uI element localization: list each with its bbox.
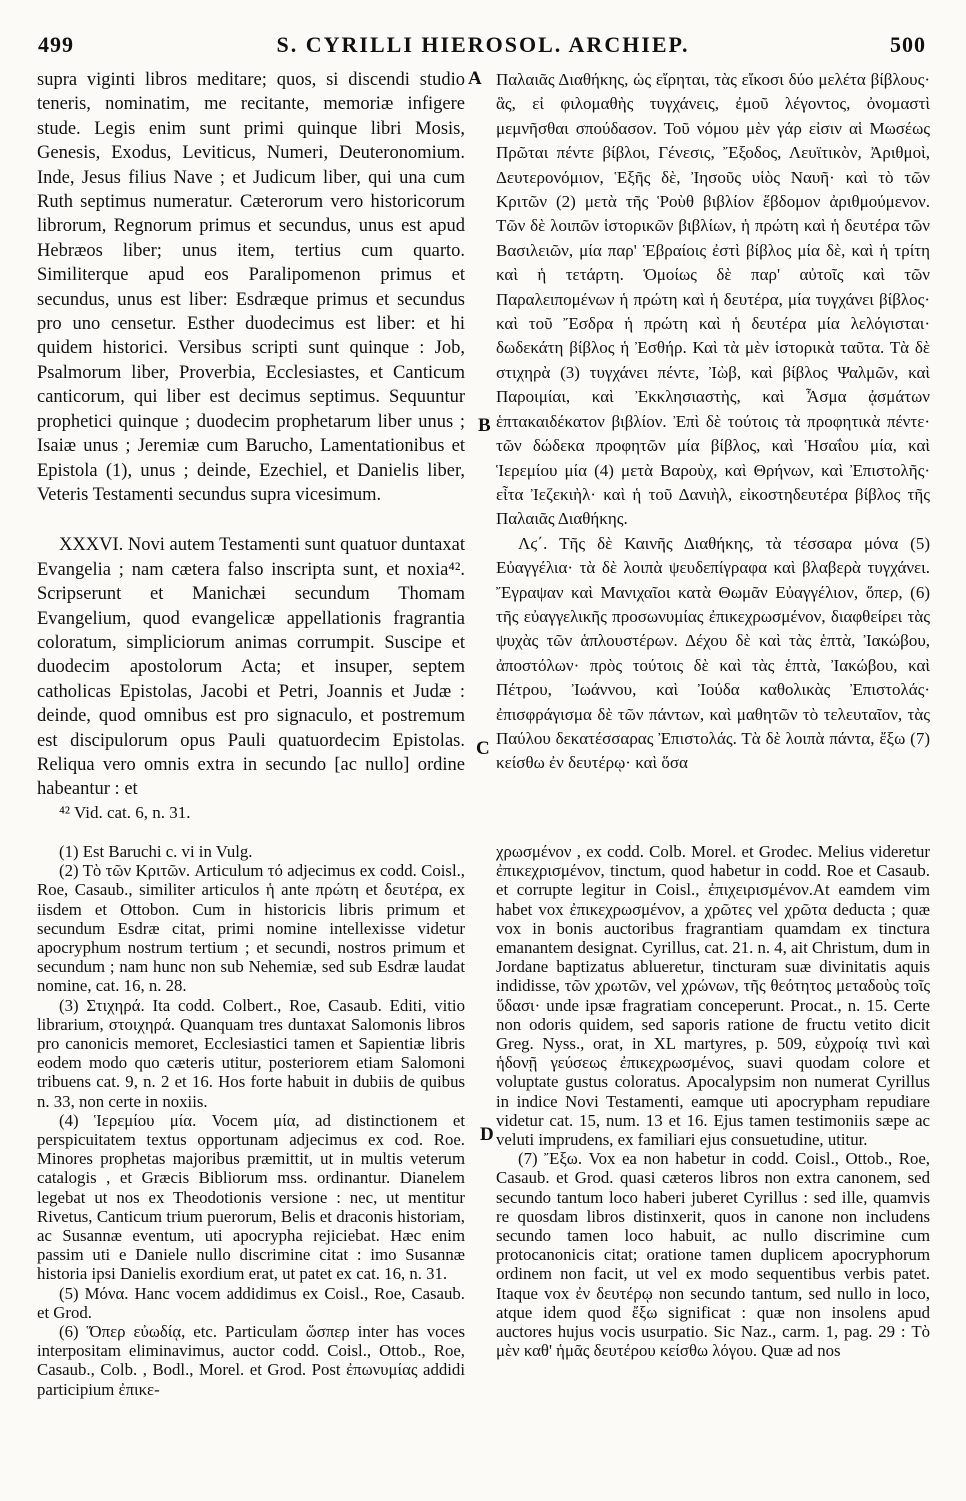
page-number-right: 500 — [890, 32, 926, 57]
notes-right-column — [496, 842, 930, 1360]
margin-letter-c: C — [476, 738, 490, 759]
note: (2) Τὸ τῶν Κριτῶν. Articulum τό adjecimus ex codd. Coisl., Roe, Casaub., similiter articulos ἡ ante πρώτη et δευτέρα, ex iisdem et Ottobon. Cum in historicis libris primum et secundum Esdræ citat, primi nomine intellexisse videtur apocryphum nostrum tertium ; et secundi, nostros primum et secundum ; nam hunc non sub Nehemiæ, sed sub Esdræ laudat nomine, cat. 16, n. 28. — [37, 861, 465, 996]
page-number-left: 499 — [38, 32, 74, 57]
greek-paragraph: Λϛ΄. Τῆς δὲ Καινῆς Διαθήκης, τὰ τέσσαρα μόνα (5) Εὐαγγέλια· τὰ δὲ λοιπὰ ψευδεπίγραφα καὶ βλαβερὰ τυγχάνει. Ἔγραψαν καὶ Μανιχαῖοι κατὰ Θωμᾶν Εὐαγγέλιον, ὅπερ, (6) τῆς εὐαγγελικῆς προσωνυμίας ἐπικεχρωσμένον, διαφθείρει τὰς ψυχὰς τῶν ἁπλουστέρων. Δέχου δὲ καὶ τὰς ἑπτὰ, Ἰακώβου, ἀποστόλων· πρὸς τούτοις δὲ καὶ τὰς ἑπτὰ, Ἰακώβου, καὶ Πέτρου, Ἰωάννου, καὶ Ἰούδα καθολικὰς Ἐπιστολάς· ἐπισφράγισμα δὲ τῶν πάντων, καὶ μαθητῶν τὸ τελευταῖον, τὰς Παύλου δεκατέσσαρας Ἐπιστολάς. Τὰ δὲ λοιπὰ πάντα, ἔξω (7) κείσθω ἐν δευτέρῳ· καὶ ὅσα — [496, 533, 930, 773]
latin-paragraph: XXXVI. Novi autem Testamenti sunt quatuor duntaxat Evangelia ; nam cætera falso inscripta sunt, et noxia⁴². Scripserunt et Manichæi secundum Thomam Evangelium, quod evangelicæ appellationis fragrantia coloratum, simpliciorum animas corrumpit. Suscipe et duodecim apostolorum Acta; et insuper, septem catholicas Epistolas, Jacobi et Petri, Joannis et Judæ : deinde, quod omnibus est pro signaculo, et postremum est discipulorum opus Pauli quatuordecim Epistolas. Reliqua vero omnis extra in secundo [ac nullo] ordine habeantur : et — [37, 535, 465, 800]
greek-text-column — [496, 68, 930, 776]
margin-letter-b: B — [478, 415, 491, 436]
note: (7) Ἔξω. Vox ea non habetur in codd. Coisl., Ottob., Roe, Casaub. et Grod. quasi cæteros libros non extra canonem, sed secundo tantum loco haberi juberet Cyrillus : sed ille, quamvis re quosdam libros distinxerit, quos in canone non includens secundo tamen loco habuit, ac nullo discrimine cum protocanonicis citat; oratione tamen duplicem apocryphorum ordinem non facit, ut vel ex modo sequentibus verbis patet. Itaque vox ἐν δευτέρῳ non secundo tantum, sed nullo in loco, atque idem quod ἔξω significat : quæ non insolens apud auctores hujus vocis usurpatio. Sic Naz., carm. 1, pag. 29 : Τὸ μὲν καθ' ἡμᾶς δευτέρου κείσθω λόγου. Quæ ad nos — [496, 1149, 930, 1361]
note: (4) Ἱερεμίου μία. Vocem μία, ad distinctionem et perspicuitatem textus opportunam adjecimus ex cod. Roe. Minores prophetas majoribus præmittit, ut in multis veterum catalogis , et Græcis Bibliorum mss. ordinantur. Dianelem legebat ut nos ex Theodotionis versione : nec, ut mentitur Rivetus, Canticum trium puerorum, Belis et draconis historiam, ac Susannæ eventum, uti apocrypha rejiciebat. Hæc enim passim uti e Daniele nullo discrimine citat : imo Susannæ historia ipsi Danielis exordium erat, ut patet ex cat. 16, n. 31. — [37, 1110, 465, 1284]
latin-footnote: ⁴² Vid. cat. 6, n. 31. — [59, 802, 191, 822]
notes-left-column — [37, 842, 465, 1399]
latin-text-column — [37, 68, 465, 824]
note: χρωσμένον , ex codd. Colb. Morel. et Grodec. Melius videretur ἐπικεχρισμένον, tinctum, quod habetur in codd. Roe et Casaub. et corrupte legitur in Coisl., ἐπιχειρισμένον.At eamdem vim habet vox ἐπικεχρωσμένον, a χρῶτες vel χρῶτα deducta ; quæ vox in bonis auctoribus fragrantiam quamdam ex tinctura emanantem designat. Cyrillus, cat. 21. n. 4, ait Christum, dum in Jordane baptizatus ablueretur, tincturam suæ divinitatis aquis indidisse, τῶν χρωτῶν, vel χρώνων, τῆς θεότητος μεταδοὺς τοῖς ὕδασι· unde ipsæ fragratiam conceperunt. Procat., n. 15. Certe non odoris quidem, sed saporis ratione de fructu vetito dicit Greg. Nyss., orat, in XL martyres, p. 509, εὐχροίᾳ τινὶ καὶ ἡδονῇ γεύσεως ἐπικεχρωσμένος, suavi quodam colore et voluptate gustus coloratus. Apocalypsim non numerat Cyrillus in indice Novi Testamenti, eamque uti apocrypham repudiare videtur cat. 15, num. 13 et 16. Ejus tamen testimoniis sæpe ac veluti imprudens, ex familiari ejus consuetudine, utitur. — [496, 842, 930, 1150]
running-title: S. CYRILLI HIEROSOL. ARCHIEP. — [276, 32, 690, 57]
margin-letter-a: A — [468, 68, 482, 89]
latin-paragraph: supra viginti libros meditare; quos, si discendi studio teneris, nominatim, me recitante, memoriæ infigere stude. Legis enim sunt primi quinque libri Mosis, Genesis, Exodus, Leviticus, Numeri, Deuteronomium. Inde, Jesus filius Nave ; et Judicum liber, qui una cum Ruth septimus numeratur. Cæterorum vero historicorum librorum, Regnorum primus et secundus, unus est apud Hebræos liber; unus item, tertius cum quarto. Similiterque apud eos Paralipomenon primus et secundus, unus est liber: Esdræque primus et secundus pro uno censetur. Esther duodecimus est liber: et hi quidem historici. Versibus scripti sunt quinque : Job, Psalmorum liber, Proverbia, Ecclesiastes, et Canticum canticorum, qui liber est decimus septimus. Sequuntur prophetici quinque ; duodecim prophetarum liber unus ; Isaiæ unus ; Jeremiæ cum Barucho, Lamentationibus et Epistola (1), unus ; deinde, Ezechiel, et Danielis liber, Veteris Testamenti secundus supra vicesimum. — [37, 70, 465, 505]
note: (3) Στιχηρά. Ita codd. Colbert., Roe, Casaub. Editi, vitio librarium, στοιχηρά. Quanquam tres duntaxat Salomonis libros pro canonicis memoret, Ecclesiastici tamen et Sapientiæ libris eodem modo quo cæteris utitur, posteriorem etiam Salomoni tribuens cat. 9, n. 2 et 16. Hos forte habuit in dubiis de quibus n. 33, non certe in noxiis. — [37, 995, 465, 1111]
note: (5) Μόνα. Hanc vocem addidimus ex Coisl., Roe, Casaub. et Grod. — [37, 1283, 465, 1322]
note: (6) Ὅπερ εὐωδίᾳ, etc. Particulam ὥσπερ inter has voces interpositam eliminavimus, auctor codd. Coisl., Ottob., Roe, Casaub., Colb. , Bodl., Morel. et Grod. Post ἐπωνυμίας addidi participium ἐπικε- — [37, 1322, 465, 1399]
margin-letter-d: D — [480, 1124, 494, 1145]
note: (1) Est Baruchi c. vi in Vulg. — [59, 842, 253, 861]
greek-paragraph: Παλαιᾶς Διαθήκης, ὡς εἴρηται, τὰς εἴκοσι δύο μελέτα βίβλους· ἃς, εἰ φιλομαθὴς τυγχάνεις, ἐμοῦ λέγοντος, ὀνομαστὶ μεμνῆσθαι σπούδασον. Τοῦ νόμου μὲν γάρ εἰσιν αἱ Μωσέως Πρῶται πέντε βίβλοι, Γένεσις, Ἔξοδος, Λευϊτικὸν, Ἀριθμοὶ, Δευτερονόμιον, Ἑξῆς δὲ, Ἰησοῦς υἱὸς Ναυῆ· καὶ τὸ τῶν Κριτῶν (2) μετὰ τῆς Ῥοὺθ βιβλίον ἕβδομον ἀριθμούμενον. Τῶν δὲ λοιπῶν ἱστορικῶν βιβλίων, ἡ πρώτη καὶ ἡ δευτέρα τῶν Βασιλειῶν, μία παρ' Ἑβραίοις ἐστὶ βίβλος μία δὲ, καὶ ἡ τρίτη καὶ ἡ τετάρτη. Ὁμοίως δὲ παρ' αὐτοῖς καὶ τῶν Παραλειπομένων ἡ πρώτη καὶ ἡ δευτέρα, μία τυγχάνει βίβλος· καὶ τοῦ Ἔσδρα ἡ πρώτη καὶ ἡ δευτέρα μία λελόγισται· δωδεκάτη βίβλος ἡ Ἐσθήρ. Καὶ τὰ μὲν ἱστορικὰ ταῦτα. Τὰ δὲ στιχηρὰ (3) τυγχάνει πέντε, Ἰὼβ, καὶ βίβλος Ψαλμῶν, καὶ Παροιμίαι, καὶ Ἐκκλησιαστὴς, καὶ Ἆσμα ᾀσμάτων ἑπτακαιδέκατον βιβλίον. Ἐπὶ δὲ τούτοις τὰ προφητικὰ πέντε· τῶν δώδεκα προφητῶν μία βίβλος, καὶ Ἡσαΐου μία, καὶ Ἱερεμίου μία (4) μετὰ Βαροὺχ, καὶ Θρήνων, καὶ Ἐπιστολῆς· εἶτα Ἰεζεκιὴλ· καὶ ἡ τοῦ Δανιὴλ, εἰκοστηδευτέρα βίβλος τῆς Παλαιᾶς Διαθήκης. — [496, 70, 930, 529]
